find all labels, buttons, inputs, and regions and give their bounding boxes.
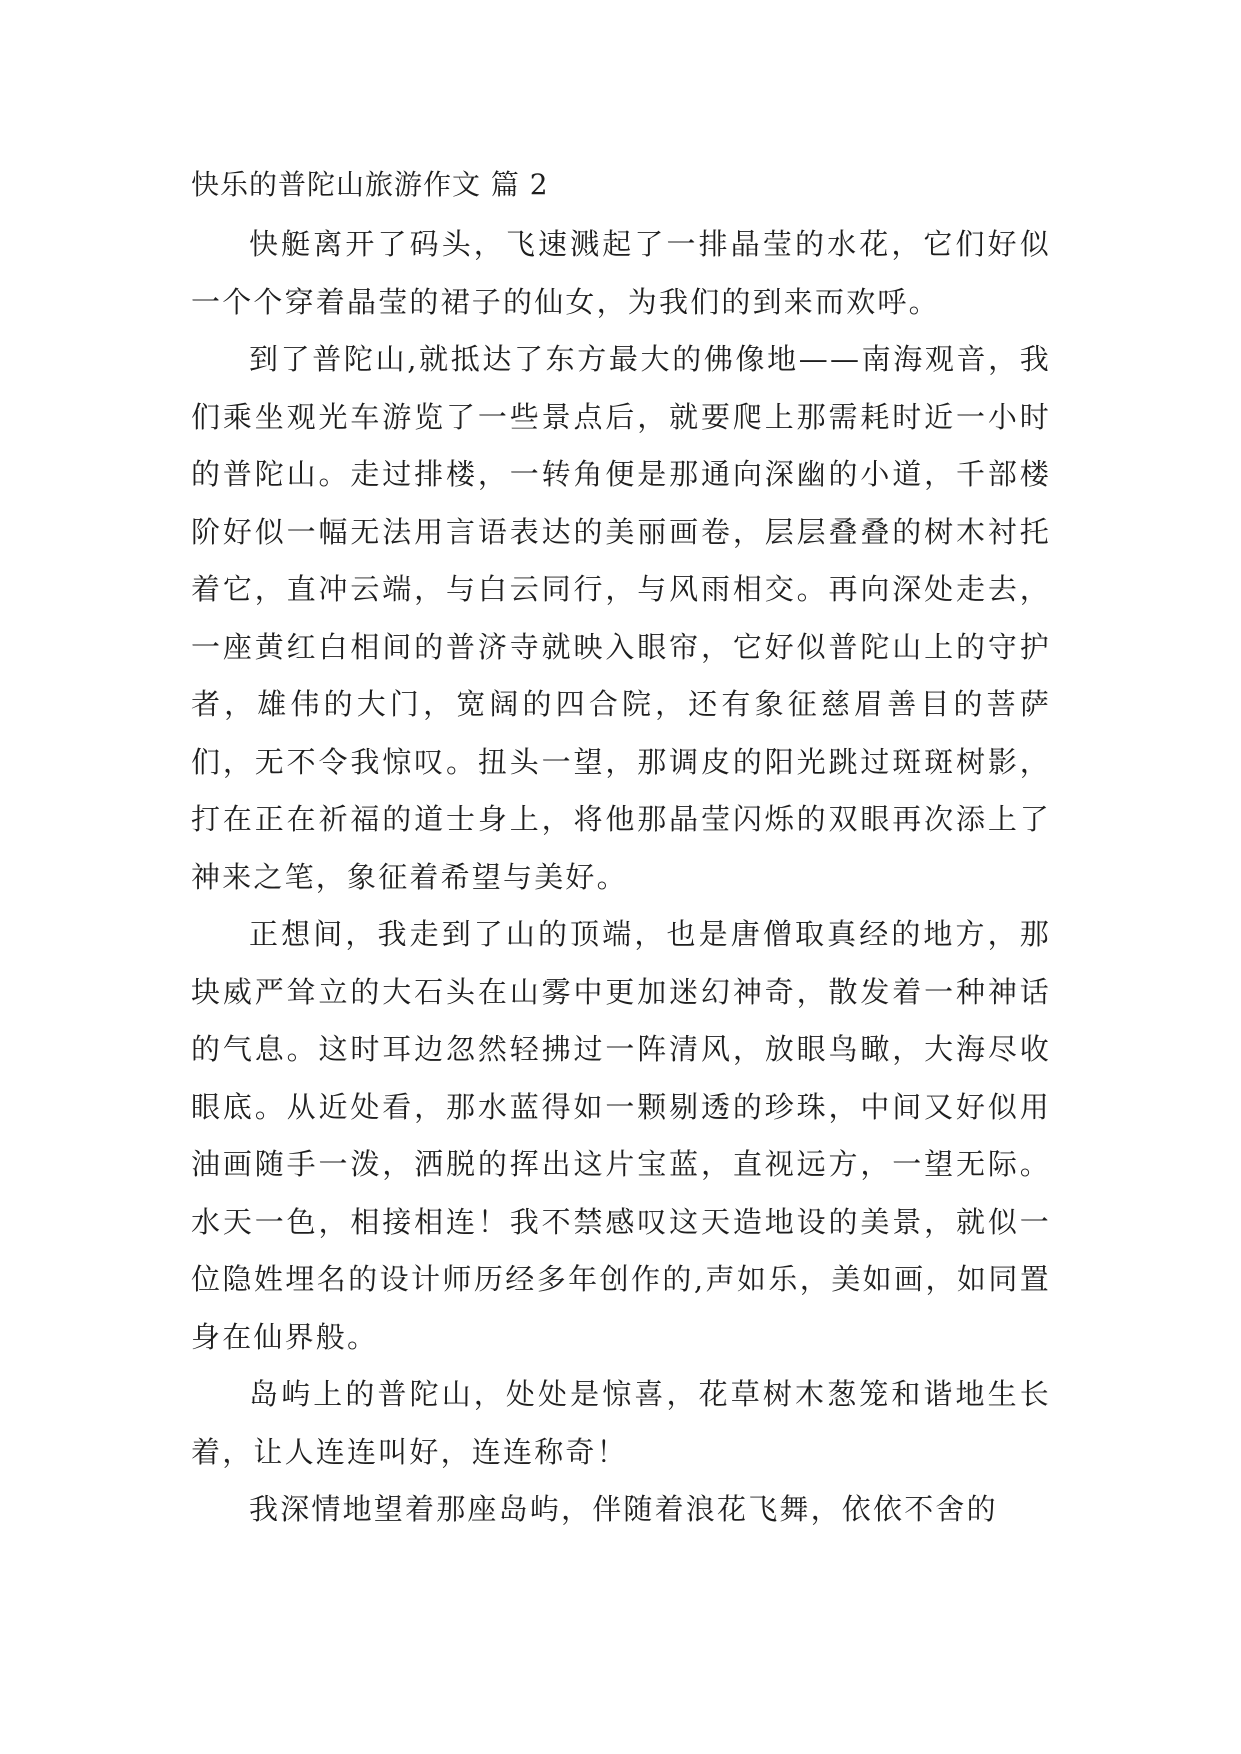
document-title: 快乐的普陀山旅游作文 篇 2 <box>191 168 549 201</box>
document-body <box>191 164 1051 1539</box>
paragraph-4: 岛屿上的普陀山，处处是惊喜，花草树木葱笼和谐地生长着，让人连连叫好，连连称奇！ <box>191 1377 1051 1469</box>
paragraph-5: 我深情地望着那座岛屿，伴随着浪花飞舞，依依不舍的 <box>249 1492 998 1526</box>
paragraph-1: 快艇离开了码头，飞速溅起了一排晶莹的水花，它们好似一个个穿着晶莹的裙子的仙女，为我们的到来而欢呼。 <box>191 227 1051 319</box>
paragraph-3: 正想间，我走到了山的顶端，也是唐僧取真经的地方，那块威严耸立的大石头在山雾中更加迷幻神奇，散发着一种神话的气息。这时耳边忽然轻拂过一阵清风，放眼鸟瞰，大海尽收眼底。从近处看，那水蓝得如一颗剔透的珍珠，中间又好似用油画随手一泼，洒脱的挥出这片宝蓝，直视远方，一望无际。水天一色，相接相连！我不禁感叹这天造地设的美景，就似一位隐姓埋名的设计师历经多年创作的,声如乐，美如画，如同置身在仙界般。 <box>191 917 1051 1354</box>
paragraph-2: 到了普陀山,就抵达了东方最大的佛像地——南海观音，我们乘坐观光车游览了一些景点后，就要爬上那需耗时近一小时的普陀山。走过排楼，一转角便是那通向深幽的小道，千部楼阶好似一幅无法用言语表达的美丽画卷，层层叠叠的树木衬托着它，直冲云端，与白云同行，与风雨相交。再向深处走去，一座黄红白相间的普济寺就映入眼帘，它好似普陀山上的守护者，雄伟的大门，宽阔的四合院，还有象征慈眉善目的菩萨们，无不令我惊叹。扭头一望，那调皮的阳光跳过斑斑树影，打在正在祈福的道士身上，将他那晶莹闪烁的双眼再次添上了神来之笔，象征着希望与美好。 <box>191 342 1051 894</box>
